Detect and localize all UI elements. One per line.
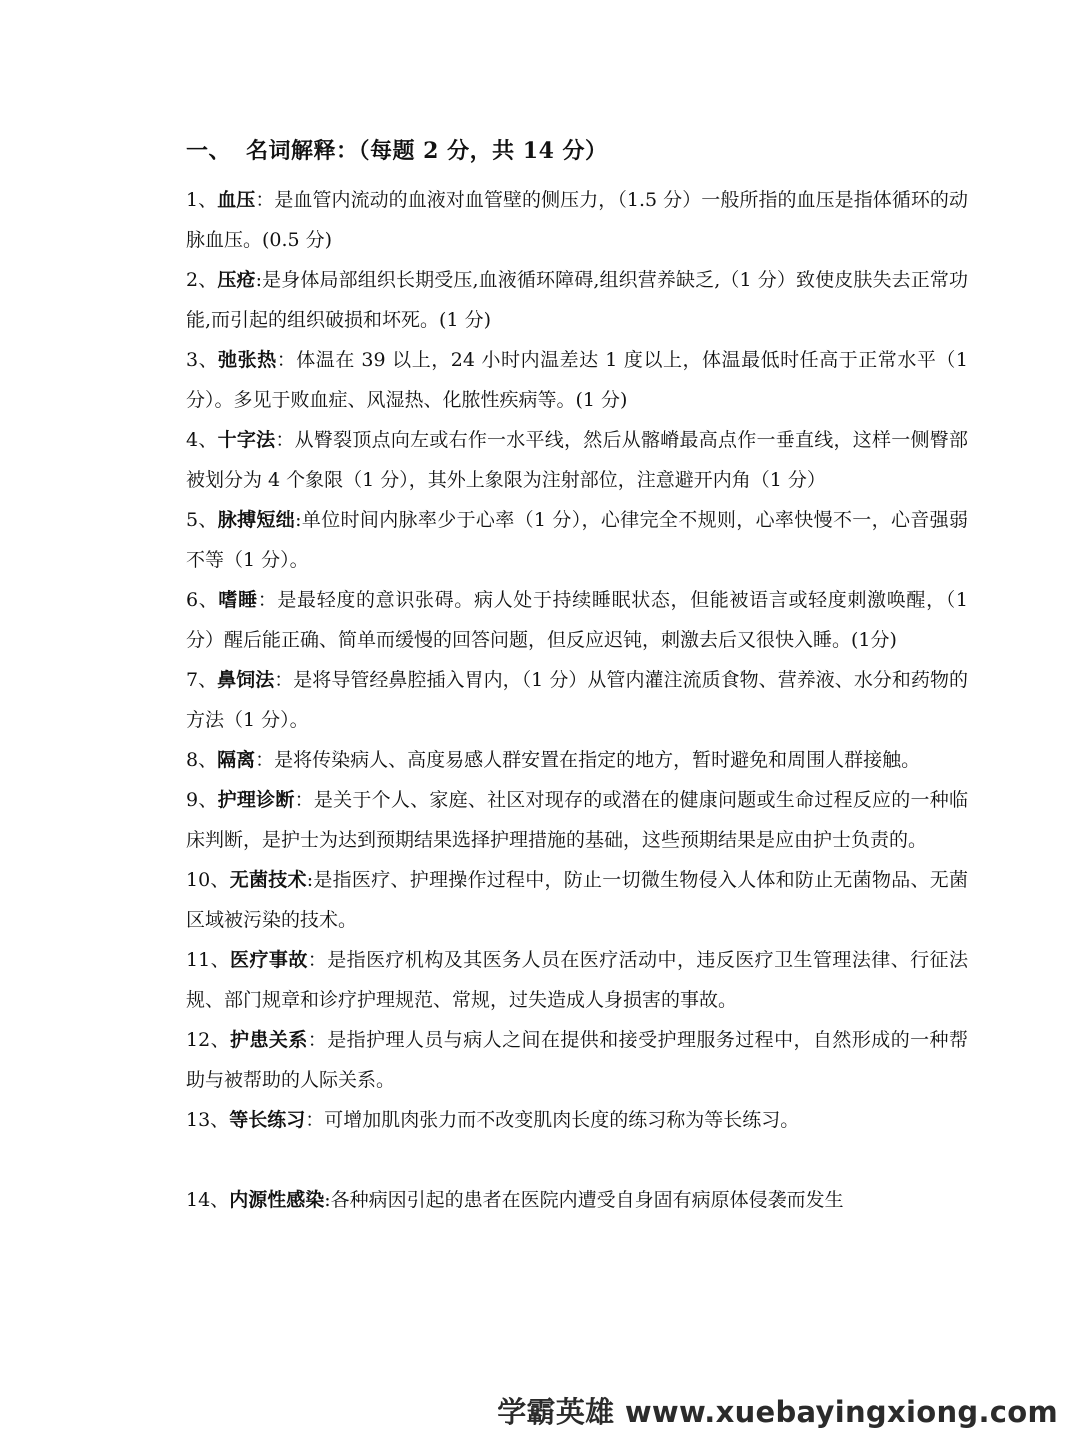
term-index: 7、 [186,669,218,691]
term-index: 11、 [186,949,231,971]
term-index: 8、 [186,749,218,771]
term-name: 嗜睡 [218,589,258,611]
term-definition: ：是指护理人员与病人之间在提供和接受护理服务过程中，自然形成的一种帮助与被帮助的人际关系。 [186,1029,968,1091]
term-index: 3、 [186,349,219,371]
term-definition: ：是将传染病人、高度易感人群安置在指定的地方，暂时避免和周围人群接触。 [255,749,921,771]
term-definition: ：是将导管经鼻腔插入胃内，（1 分）从管内灌注流质食物、营养液、水分和药物的方法（1 分）。 [186,669,968,731]
term-list [186,180,968,1220]
term-name: 等长练习 [229,1109,306,1131]
term-definition: ：是指医疗机构及其医务人员在医疗活动中，违反医疗卫生管理法律、行征法规、部门规章和诊疗护理规范、常规，过失造成人身损害的事故。 [186,949,968,1011]
term-index: 14、 [186,1189,230,1211]
term-item-1 [186,180,968,260]
term-item-2 [186,260,968,340]
term-item-11 [186,940,968,1020]
term-item-14 [186,1180,968,1220]
term-definition: ：从臀裂顶点向左或右作一水平线，然后从髂嵴最高点作一垂直线，这样一侧臀部被划分为 4 个象限（1 分），其外上象限为注射部位，注意避开内角（1 分） [186,429,968,491]
site-watermark: 学霸英雄 www.xuebayingxiong.com [497,1395,1058,1429]
section-heading: 名词解释：（每题 2 分，共 14 分） [246,138,608,164]
section-title [186,134,608,165]
term-index: 13、 [186,1109,230,1131]
term-name: 弛张热 [218,349,277,371]
term-definition: :是指医疗、护理操作过程中，防止一切微生物侵入人体和防止无菌物品、无菌区域被污染的技术。 [186,869,968,931]
term-item-10 [186,860,968,940]
term-name: 压疮 [217,269,256,291]
term-item-8 [186,740,968,780]
term-item-12 [186,1020,968,1100]
term-item-7 [186,660,968,740]
term-item-9 [186,780,968,860]
section-number: 一、 [186,138,232,164]
term-name: 无菌技术 [229,869,307,891]
term-name: 十字法 [217,429,276,451]
term-definition: :各种病因引起的患者在医院内遭受自身固有病原体侵袭而发生 [324,1189,844,1211]
term-definition: ：体温在 39 以上，24 小时内温差达 1 度以上，体温最低时任高于正常水平（1分）。多见于败血症、风湿热、化脓性疾病等。(1 分) [186,349,968,411]
term-index: 9、 [186,789,218,811]
term-name: 护理诊断 [217,789,295,811]
term-item-13 [186,1100,968,1140]
term-item-5 [186,500,968,580]
term-name: 脉搏短绌 [217,509,296,531]
term-index: 6、 [186,589,219,611]
term-index: 1、 [186,189,218,211]
term-name: 内源性感染 [229,1189,325,1211]
term-item-3 [186,340,968,420]
term-item-4 [186,420,968,500]
term-definition: ：是血管内流动的血液对血管壁的侧压力，（1.5 分）一般所指的血压是指体循环的动脉血压。(0.5 分) [186,189,968,251]
term-index: 12、 [186,1029,231,1051]
term-definition: ：可增加肌肉张力而不改变肌肉长度的练习称为等长练习。 [305,1109,800,1131]
term-definition: ：是最轻度的意识张碍。病人处于持续睡眠状态，但能被语言或轻度刺激唤醒，（1 分）醒后能正确、简单而缓慢的回答问题，但反应迟钝，刺激去后又很快入睡。(1分) [186,589,968,651]
term-index: 10、 [186,869,230,891]
term-index: 5、 [186,509,218,531]
term-name: 护患关系 [230,1029,308,1051]
term-item-6 [186,580,968,660]
term-name: 血压 [217,189,256,211]
term-definition: :是身体局部组织长期受压,血液循环障碍,组织营养缺乏,（1 分）致使皮肤失去正常功能,而引起的组织破损和坏死。(1 分) [186,269,968,331]
term-definition: ：是关于个人、家庭、社区对现存的或潜在的健康问题或生命过程反应的一种临床判断，是护士为达到预期结果选择护理措施的基础，这些预期结果是应由护士负责的。 [186,789,968,851]
term-name: 鼻饲法 [217,669,275,691]
term-name: 隔离 [217,749,256,771]
term-name: 医疗事故 [230,949,308,971]
term-index: 4、 [186,429,218,451]
term-index: 2、 [186,269,218,291]
term-definition: :单位时间内脉率少于心率（1 分），心律完全不规则，心率快慢不一，心音强弱不等（1 分）。 [186,509,968,571]
